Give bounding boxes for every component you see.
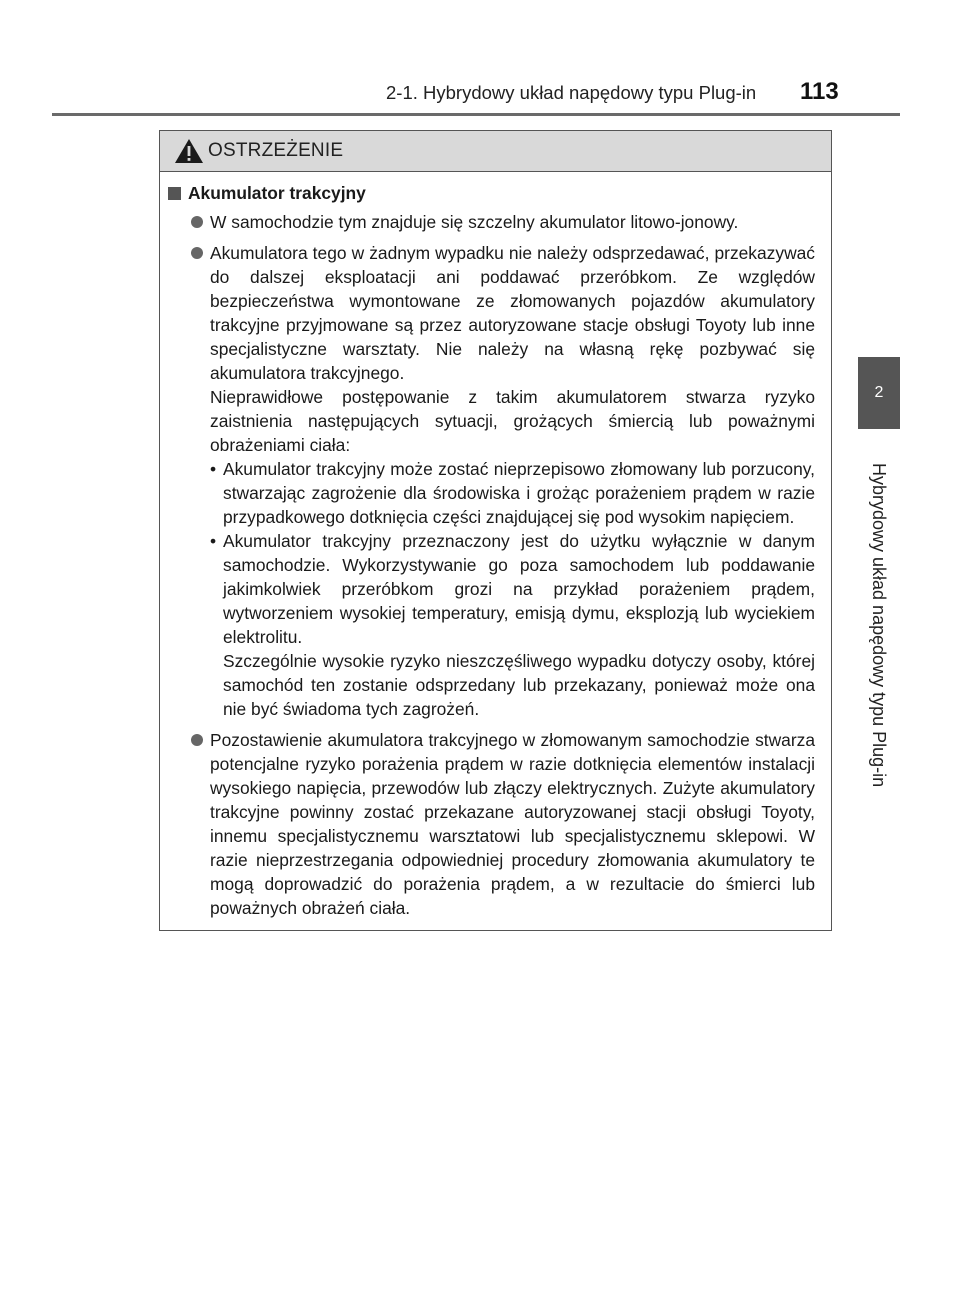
chapter-number: 2: [874, 384, 884, 401]
round-bullet-icon: [191, 247, 203, 259]
warning-body: [160, 172, 831, 920]
warning-item: [168, 241, 815, 721]
warning-item: [168, 728, 815, 920]
chapter-tab-number: [858, 357, 900, 429]
item-text-secondary: Nieprawidłowe postępowanie z takim akumulatorem stwarza ryzyko zaistnienia następujących sytuacji, grożących śmiercią lub poważnymi obrażeniami ciała:: [210, 387, 815, 455]
sub-item-text: Akumulator trakcyjny przeznaczony jest do użytku wyłącznie w danym samochodzie. Wykorzystywanie go poza samochodem lub poddawanie jakimkolwiek przeróbkom grozi na przykład porażeniem prądem, wytworzeniem wysokiej temperatury, emisją dymu, eksplozją lub wyciekiem elektrolitu.: [223, 531, 815, 647]
running-header-title: 2-1. Hybrydowy układ napędowy typu Plug-in: [386, 82, 757, 103]
warning-item: [168, 210, 815, 234]
section-heading: [168, 180, 815, 206]
warning-box: [159, 130, 832, 931]
item-text: Pozostawienie akumulatora trakcyjnego w złomowanym samochodzie stwarza potencjalne ryzyko porażenia prądem w razie dotknięcia elementów instalacji wysokiego napięcia, przewodów lub złączy elektrycznych. Zużyte akumulatory trakcyjne powinny zostać przekazane autoryzowanej stacji obsługi Toyoty, innemu specjalistycznemu warsztatowi lub specjalistycznemu sklepowi. W razie nieprzestrzegania odpowiedniej procedury złomowania akumulatory te mogą doprowadzić do porażenia prądem, a w rezultacie do śmierci lub poważnych obrażeń ciała.: [210, 730, 815, 918]
small-bullet-icon: •: [210, 531, 217, 551]
item-text: Akumulatora tego w żadnym wypadku nie należy odsprzedawać, przekazywać do dalszej eksploatacji ani poddawać przeróbkom. Ze względów bezpieczeństwa wymontowane ze złomowanych pojazdów akumulatory trakcyjne przyjmowane są przez autoryzowane stacje obsługi Toyoty lub inne specjalistyczne warsztaty. Nie należy na własną rękę pozbywać się akumulatora trakcyjnego.: [210, 243, 815, 383]
warning-header: [160, 131, 831, 172]
chapter-tab-label: Hybrydowy układ napędowy typu Plug-in: [869, 462, 889, 788]
section-title: Akumulator trakcyjny: [188, 183, 366, 203]
item-text: W samochodzie tym znajduje się szczelny akumulator litowo-jonowy.: [210, 212, 739, 232]
small-bullet-icon: •: [210, 459, 217, 479]
warning-triangle-icon: [174, 138, 204, 164]
round-bullet-icon: [191, 216, 203, 228]
round-bullet-icon: [191, 734, 203, 746]
sub-item-continuation: Szczególnie wysokie ryzyko nieszczęśliwego wypadku dotyczy osoby, której samochód ten zostanie odsprzedany lub przekazany, ponieważ może ona nie być świadoma tych zagrożeń.: [223, 651, 815, 719]
header-divider: [52, 113, 900, 116]
page-number: 113: [800, 78, 839, 105]
warning-title: OSTRZEŻENIE: [208, 140, 344, 161]
sub-item: [210, 457, 815, 529]
sub-item: [210, 529, 815, 649]
square-bullet-icon: [168, 187, 181, 200]
sub-item-text: Akumulator trakcyjny może zostać nieprzepisowo złomowany lub porzucony, stwarzając zagrożenie dla środowiska i grożąc porażeniem prądem w razie przypadkowego dotknięcia części znajdującej się pod wysokim napięciem.: [223, 459, 815, 527]
